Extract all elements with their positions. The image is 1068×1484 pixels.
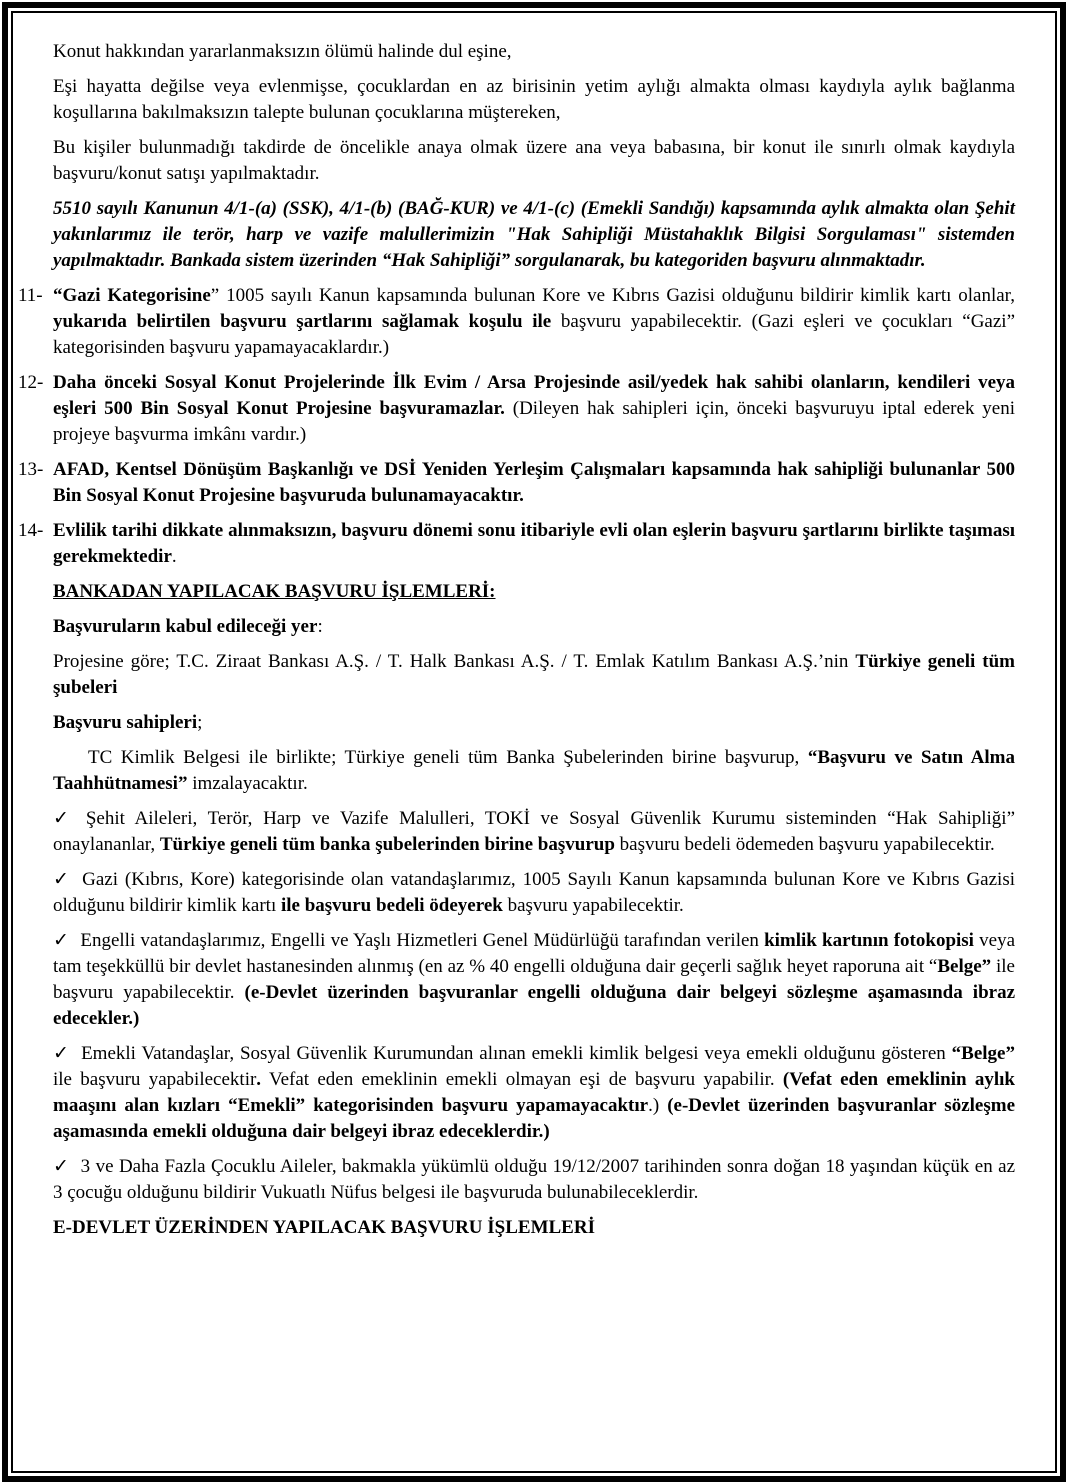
text-run: başvuru yapabilecektir.	[502, 895, 684, 916]
text-run: Eşi hayatta değilse veya evlenmişse, çocuklardan en az birisinin yetim aylığı almakta olması kaydıyla aylık bağlanma koşullarına bakılmaksızın talepte bulunan çocuklarına müştereken,	[53, 76, 1015, 123]
text-run: AFAD, Kentsel Dönüşüm Başkanlığı ve DSİ Yeniden Yerleşim Çalışmaları kapsamında hak sahipliği bulunanlar 500 Bin Sosyal Konut Projesine başvuruda bulunamayacaktır.	[53, 459, 1015, 506]
check-icon: ✓	[53, 1156, 70, 1177]
check-icon: ✓	[53, 1043, 71, 1064]
text-run: Başvuruların kabul edileceği yer	[53, 616, 318, 637]
check-icon: ✓	[53, 808, 75, 829]
text-run: ile başvuru bedeli ödeyerek	[280, 895, 503, 916]
text-run: ” 1005 sayılı Kanun kapsamında bulunan Kore ve Kıbrıs Gazisi olduğunu bildirir kimlik kartı olanlar,	[210, 285, 1015, 306]
text-run: başvuru bedeli ödemeden başvuru yapabilecektir.	[614, 834, 995, 855]
text-run: :	[317, 616, 323, 637]
text-run: başvuru yapabilecektir. (Gazi eşleri ve çocukları “Gazi” kategorisinden başvuru yapamayacaklardır.)	[53, 311, 1015, 358]
text-run: ile başvuru yapabilecektir.	[53, 956, 1015, 1003]
text-run: .	[256, 1069, 262, 1090]
text-run: (Dileyen hak sahipleri için, önceki başvuruyu iptal ederek yeni projeye başvurma imkânı vardır.)	[53, 398, 1015, 445]
text-run: Belge”	[937, 956, 992, 977]
document-body	[11, 11, 1057, 1473]
check-item-engelli	[53, 928, 1015, 1032]
text-run: .	[171, 546, 177, 567]
text-run: Projesine göre; T.C. Ziraat Bankası A.Ş. / T. Halk Bankası A.Ş. / T. Emlak Katılım Bankası A.Ş.’nin	[53, 651, 856, 672]
heading-text: E-DEVLET ÜZERİNDEN YAPILACAK BAŞVURU İŞLEMLERİ	[53, 1217, 595, 1238]
text-run: Emekli Vatandaşlar, Sosyal Güvenlik Kurumundan alınan emekli kimlik belgesi veya emekli olduğunu gösteren	[81, 1043, 952, 1064]
law-note-paragraph	[53, 196, 1015, 274]
check-item-sehit	[53, 806, 1015, 858]
intro-paragraph-2	[53, 74, 1015, 126]
text-run: 3 ve Daha Fazla Çocuklu Aileler, bakmakla yükümlü olduğu 19/12/2007 tarihinden sonra doğan 18 yaşından küçük en az 3 çocuğu olduğunu bildirir Vukuatlı Nüfus belgesi ile başvuruda bulunabileceklerdir.	[53, 1156, 1016, 1203]
section-heading-bank	[53, 579, 1015, 605]
text-run: kimlik kartının fotokopisi	[764, 930, 974, 951]
numbered-item-14	[18, 518, 1015, 570]
text-run: “Başvuru ve Satın Alma Taahhütnamesi”	[53, 747, 1016, 794]
item-number: 11-	[18, 285, 43, 306]
check-icon: ✓	[53, 930, 70, 951]
bank-paragraph-3	[53, 710, 1015, 736]
text-run: Gazi (Kıbrıs, Kore) kategorisinde olan vatandaşlarımız, 1005 Sayılı Kanun kapsamında bulunan Kore ve Kıbrıs Gazisi olduğunu bildirir kimlik kartı	[53, 869, 1015, 916]
item-number: 14-	[18, 520, 44, 541]
text-run: (e-Devlet üzerinden başvuranlar sözleşme aşamasında emekli olduğuna dair belgeyi ibraz edeceklerdir.)	[53, 1095, 1015, 1142]
heading-text: BANKADAN YAPILACAK BAŞVURU İŞLEMLERİ:	[53, 581, 496, 602]
text-run: Vefat eden emeklinin emekli olmayan eşi de başvuru yapabilir.	[261, 1069, 783, 1090]
text-run: Şehit Aileleri, Terör, Harp ve Vazife Malulleri, TOKİ ve Sosyal Güvenlik Kurumu sisteminden “Hak Sahipliği” onaylananlar,	[53, 808, 1015, 855]
text-run: ;	[197, 712, 203, 733]
text-run: (e-Devlet üzerinden başvuranlar engelli olduğuna dair belgeyi sözleşme aşamasında ibraz edecekler.)	[53, 982, 1015, 1029]
text-run: imzalayacaktır.	[187, 773, 308, 794]
text-run: Evlilik tarihi dikkate alınmaksızın, başvuru dönemi sonu itibariyle evli olan eşlerin başvuru şartlarını birlikte taşıması gerekmektedir	[53, 520, 1015, 567]
check-item-cok-cocuklu	[53, 1154, 1015, 1206]
item-number: 13-	[18, 459, 44, 480]
text-run: ile başvuru yapabilecektir	[53, 1069, 257, 1090]
bank-paragraph-1	[53, 614, 1015, 640]
text-run: Başvuru sahipleri	[53, 712, 198, 733]
check-item-emekli	[53, 1041, 1015, 1145]
numbered-item-12	[18, 370, 1015, 448]
text-run: .)	[648, 1095, 668, 1116]
text-run: Türkiye geneli tüm banka şubelerinden birine başvurup	[159, 834, 615, 855]
text-run: Konut hakkından yararlanmaksızın ölümü halinde dul eşine,	[53, 41, 512, 62]
bank-paragraph-2	[53, 649, 1015, 701]
text-run: Türkiye geneli tüm şubeleri	[53, 651, 1015, 698]
item-number: 12-	[18, 372, 44, 393]
text-run: TC Kimlik Belgesi ile birlikte; Türkiye geneli tüm Banka Şubelerinden birine başvurup,	[88, 747, 808, 768]
bank-paragraph-4	[53, 745, 1015, 797]
text-run: (Vefat eden emeklinin aylık maaşını alan kızları “Emekli” kategorisinden başvuru yapamayacaktır	[53, 1069, 1015, 1116]
text-run: “Belge”	[951, 1043, 1015, 1064]
text-run: Engelli vatandaşlarımız, Engelli ve Yaşlı Hizmetleri Genel Müdürlüğü tarafından verilen	[80, 930, 765, 951]
section-heading-edevlet	[53, 1215, 1015, 1241]
outer-border-frame	[2, 2, 1066, 1482]
intro-paragraph-1	[53, 39, 1015, 65]
text-run: Daha önceki Sosyal Konut Projelerinde İlk Evim / Arsa Projesinde asil/yedek hak sahibi olanların, kendileri veya eşleri 500 Bin Sosyal Konut Projesine başvuramazlar.	[53, 372, 1015, 419]
intro-paragraph-3	[53, 135, 1015, 187]
text-run: Bu kişiler bulunmadığı takdirde de öncelikle anaya olmak üzere ana veya babasına, bir konut ile sınırlı olmak kaydıyla başvuru/konut satışı yapılmaktadır.	[53, 137, 1015, 184]
text-run: “Gazi Kategorisine	[53, 285, 211, 306]
check-icon: ✓	[53, 869, 72, 890]
check-item-gazi	[53, 867, 1015, 919]
numbered-item-13	[18, 457, 1015, 509]
text-run: 5510 sayılı Kanunun 4/1-(a) (SSK), 4/1-(b) (BAĞ-KUR) ve 4/1-(c) (Emekli Sandığı) kapsamında aylık almakta olan Şehit yakınlarımız ile terör, harp ve vazife malullerimizin "Hak Sahipliği Müstahaklık Bilgisi Sorgulaması" sistemden yapılmaktadır. Bankada sistem üzerinden “Hak Sahipliği” sorgulanarak, bu kategoriden başvuru alınmaktadır.	[53, 198, 1015, 271]
text-run: veya tam teşekküllü bir devlet hastanesinden alınmış (en az % 40 engelli olduğuna dair geçerli sağlık heyet raporuna ait “	[53, 930, 1015, 977]
numbered-item-11	[18, 283, 1015, 361]
text-run: yukarıda belirtilen başvuru şartlarını sağlamak koşulu ile	[53, 311, 552, 332]
